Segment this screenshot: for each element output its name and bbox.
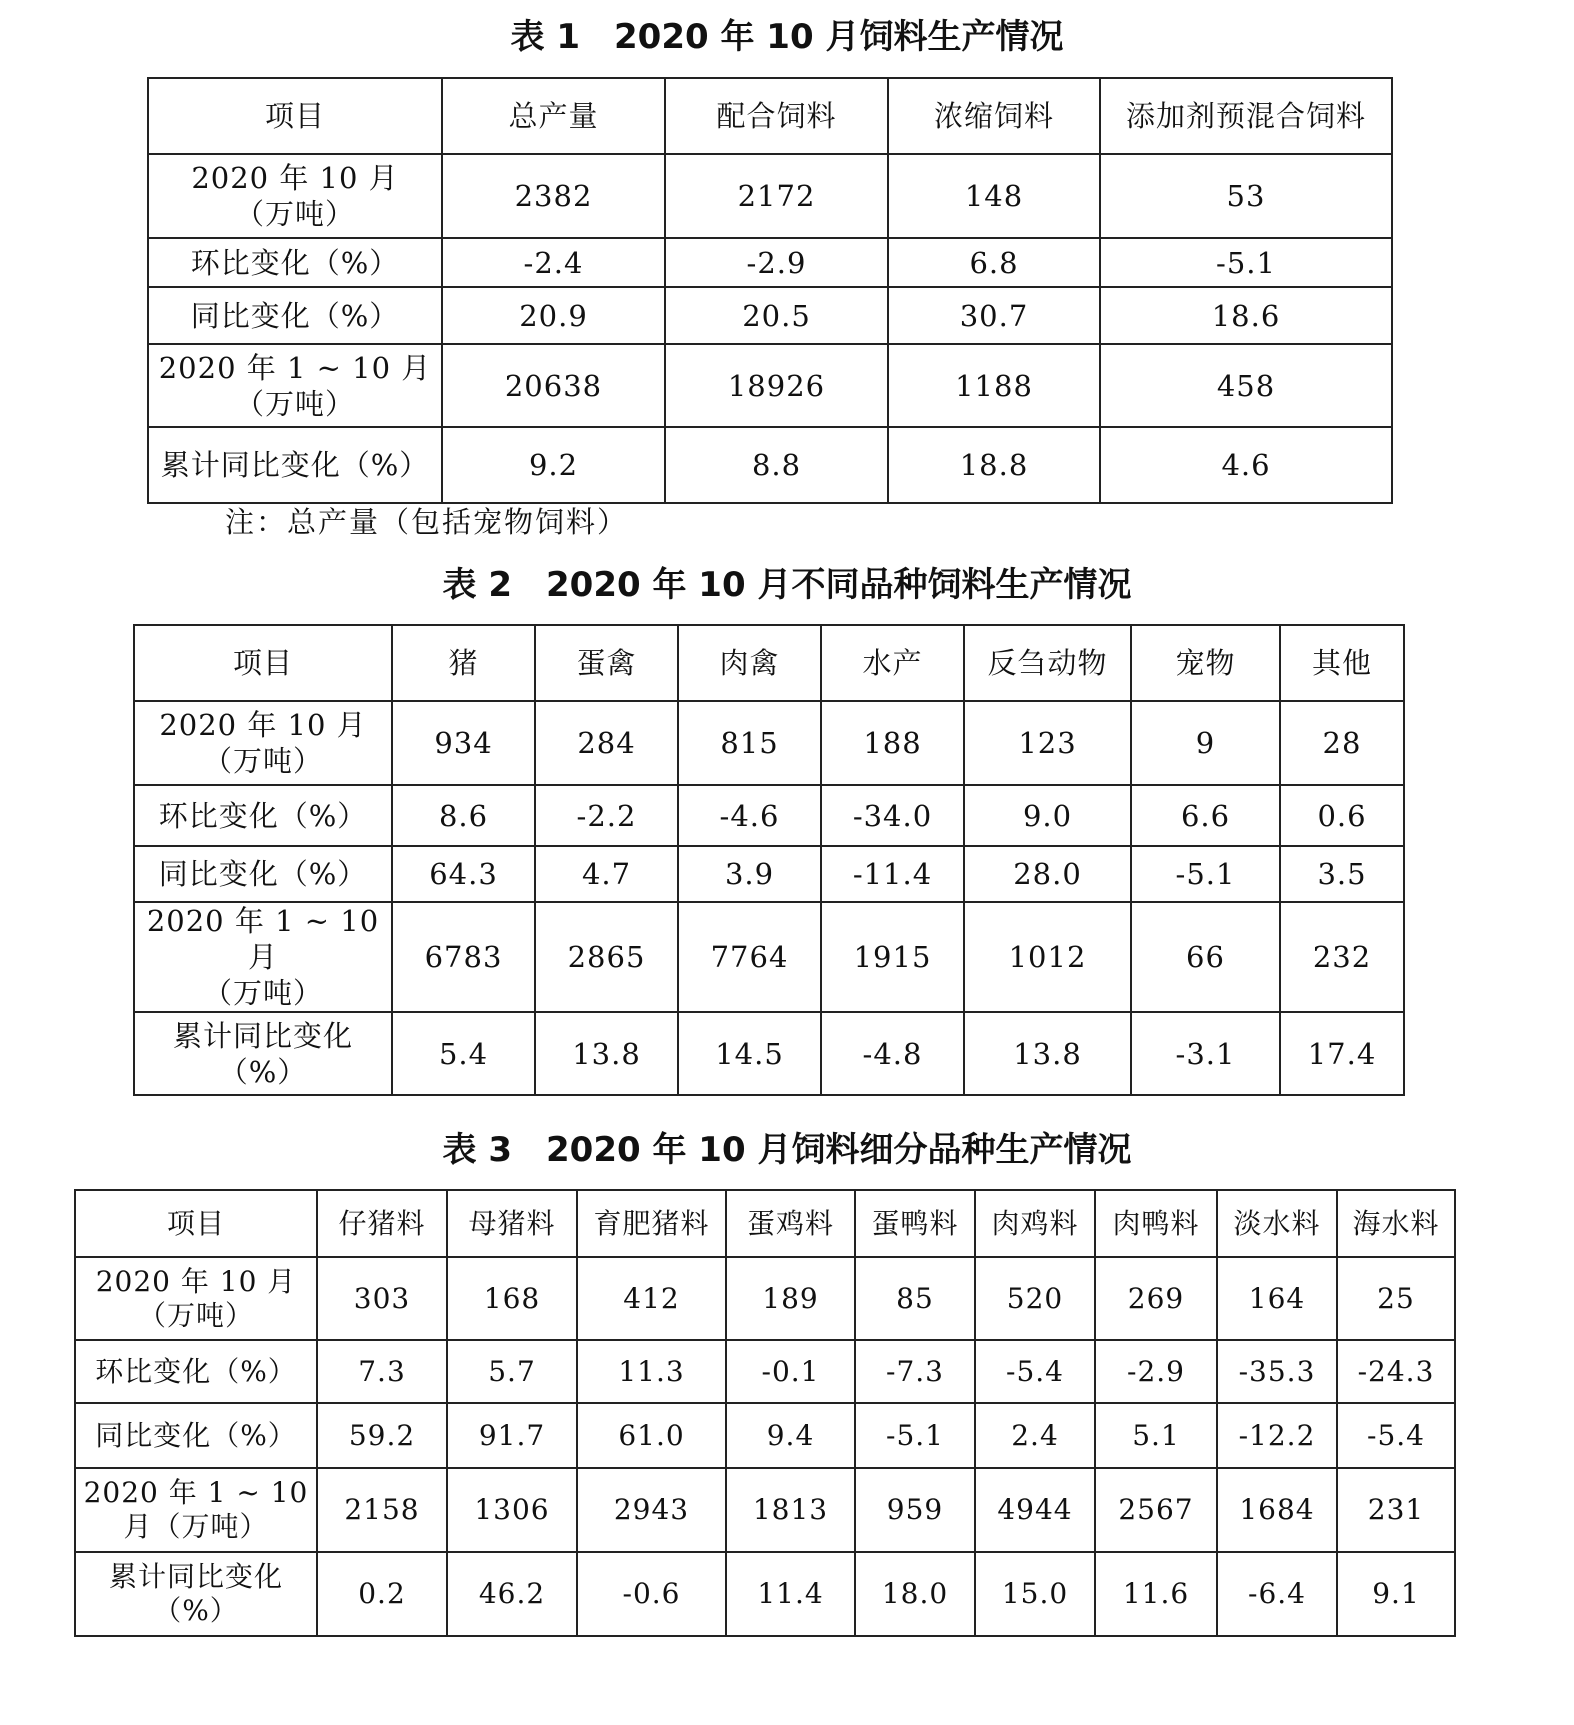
table-cell: 2172 — [665, 154, 888, 238]
table-cell: 458 — [1100, 344, 1392, 427]
table-cell: 8.8 — [665, 427, 888, 503]
table-cell: 815 — [678, 701, 821, 785]
table-row — [75, 1257, 1455, 1340]
table-cell: 123 — [964, 701, 1131, 785]
header-cell: 仔猪料 — [317, 1190, 447, 1257]
table-cell: 0.6 — [1280, 785, 1404, 846]
row-label: 2020 年 10 月 （万吨） — [75, 1257, 317, 1340]
table-cell: 61.0 — [577, 1403, 726, 1468]
header-cell: 浓缩饲料 — [888, 78, 1100, 154]
table-cell: 11.6 — [1095, 1552, 1217, 1636]
table1-note: 注：总产量（包括宠物饲料） — [225, 505, 629, 539]
row-label: 环比变化（%） — [134, 785, 392, 846]
table-cell: -5.4 — [1337, 1403, 1455, 1468]
table-row — [148, 238, 1392, 287]
table-cell: 13.8 — [535, 1012, 678, 1095]
table-cell: 20638 — [442, 344, 665, 427]
header-cell: 海水料 — [1337, 1190, 1455, 1257]
row-label: 2020 年 1 ~ 10 月 （万吨） — [148, 344, 442, 427]
table-cell: -5.1 — [1131, 846, 1280, 902]
table-cell: 53 — [1100, 154, 1392, 238]
table-row — [134, 846, 1404, 902]
table-cell: 5.4 — [392, 1012, 535, 1095]
table-cell: 66 — [1131, 902, 1280, 1012]
row-label: 同比变化（%） — [134, 846, 392, 902]
table-cell: 2865 — [535, 902, 678, 1012]
table-cell: 520 — [975, 1257, 1095, 1340]
table-cell: 5.1 — [1095, 1403, 1217, 1468]
table-cell: 2943 — [577, 1468, 726, 1552]
table1 — [147, 77, 1393, 504]
table2-title: 表 2 2020 年 10 月不同品种饲料生产情况 — [442, 565, 1132, 605]
table-cell: 3.5 — [1280, 846, 1404, 902]
table-cell: 4944 — [975, 1468, 1095, 1552]
table-cell: 0.2 — [317, 1552, 447, 1636]
header-cell: 配合饲料 — [665, 78, 888, 154]
header-cell: 总产量 — [442, 78, 665, 154]
table-cell: 64.3 — [392, 846, 535, 902]
table-header-row — [148, 78, 1392, 154]
header-cell: 淡水料 — [1217, 1190, 1337, 1257]
table-cell: -2.9 — [1095, 1340, 1217, 1403]
header-cell: 其他 — [1280, 625, 1404, 701]
table-cell: 8.6 — [392, 785, 535, 846]
table-cell: 18926 — [665, 344, 888, 427]
table-cell: -2.2 — [535, 785, 678, 846]
table-cell: 13.8 — [964, 1012, 1131, 1095]
table-cell: -34.0 — [821, 785, 964, 846]
table-row — [75, 1340, 1455, 1403]
table-cell: 7.3 — [317, 1340, 447, 1403]
row-label: 2020 年 10 月 （万吨） — [148, 154, 442, 238]
header-cell: 猪 — [392, 625, 535, 701]
table-cell: 284 — [535, 701, 678, 785]
row-label: 2020 年 10 月 （万吨） — [134, 701, 392, 785]
table-cell: 18.6 — [1100, 287, 1392, 344]
table-cell: 2382 — [442, 154, 665, 238]
table-cell: 20.9 — [442, 287, 665, 344]
table-cell: 6.6 — [1131, 785, 1280, 846]
table-cell: 189 — [726, 1257, 855, 1340]
table-cell: -0.6 — [577, 1552, 726, 1636]
row-label: 累计同比变化 （%） — [75, 1552, 317, 1636]
table-cell: -5.4 — [975, 1340, 1095, 1403]
table-cell: -5.1 — [855, 1403, 975, 1468]
table-cell: 4.6 — [1100, 427, 1392, 503]
row-label: 2020 年 1 ~ 10 月（万吨） — [75, 1468, 317, 1552]
table-cell: 231 — [1337, 1468, 1455, 1552]
table-cell: 7764 — [678, 902, 821, 1012]
header-cell: 蛋鸭料 — [855, 1190, 975, 1257]
table-row — [75, 1468, 1455, 1552]
table-cell: -2.4 — [442, 238, 665, 287]
table-cell: 59.2 — [317, 1403, 447, 1468]
header-cell: 肉禽 — [678, 625, 821, 701]
table-cell: -11.4 — [821, 846, 964, 902]
header-cell: 肉鸭料 — [1095, 1190, 1217, 1257]
table-cell: -4.8 — [821, 1012, 964, 1095]
table3-title: 表 3 2020 年 10 月饲料细分品种生产情况 — [442, 1130, 1132, 1170]
header-cell: 蛋鸡料 — [726, 1190, 855, 1257]
row-label: 环比变化（%） — [148, 238, 442, 287]
table-cell: 20.5 — [665, 287, 888, 344]
table-row — [134, 785, 1404, 846]
table-cell: 3.9 — [678, 846, 821, 902]
table3 — [74, 1189, 1456, 1637]
table-cell: 6.8 — [888, 238, 1100, 287]
table-row — [134, 902, 1404, 1012]
table-cell: 148 — [888, 154, 1100, 238]
table-cell: 91.7 — [447, 1403, 577, 1468]
table-cell: -24.3 — [1337, 1340, 1455, 1403]
table-cell: 30.7 — [888, 287, 1100, 344]
table-cell: 303 — [317, 1257, 447, 1340]
table-cell: 9.4 — [726, 1403, 855, 1468]
table-header-row — [75, 1190, 1455, 1257]
table-row — [75, 1403, 1455, 1468]
table-cell: -5.1 — [1100, 238, 1392, 287]
table-cell: -35.3 — [1217, 1340, 1337, 1403]
table-cell: 9 — [1131, 701, 1280, 785]
table-row — [134, 701, 1404, 785]
table-row — [148, 344, 1392, 427]
header-cell: 母猪料 — [447, 1190, 577, 1257]
header-cell: 肉鸡料 — [975, 1190, 1095, 1257]
table-row — [134, 1012, 1404, 1095]
row-label: 环比变化（%） — [75, 1340, 317, 1403]
table-cell: 2567 — [1095, 1468, 1217, 1552]
table-cell: -12.2 — [1217, 1403, 1337, 1468]
table-row — [148, 154, 1392, 238]
table-cell: 232 — [1280, 902, 1404, 1012]
row-label: 2020 年 1 ~ 10 月 （万吨） — [134, 902, 392, 1012]
table-cell: 2.4 — [975, 1403, 1095, 1468]
table-cell: 15.0 — [975, 1552, 1095, 1636]
table-cell: 85 — [855, 1257, 975, 1340]
row-label: 累计同比变化 （%） — [134, 1012, 392, 1095]
table-cell: 1188 — [888, 344, 1100, 427]
header-cell: 水产 — [821, 625, 964, 701]
table-cell: -6.4 — [1217, 1552, 1337, 1636]
table-cell: 1915 — [821, 902, 964, 1012]
header-cell: 育肥猪料 — [577, 1190, 726, 1257]
table-cell: 934 — [392, 701, 535, 785]
table-cell: -4.6 — [678, 785, 821, 846]
row-label: 同比变化（%） — [75, 1403, 317, 1468]
header-cell: 项目 — [148, 78, 442, 154]
table2 — [133, 624, 1405, 1096]
table-cell: 9.0 — [964, 785, 1131, 846]
table-cell: 9.2 — [442, 427, 665, 503]
header-cell: 宠物 — [1131, 625, 1280, 701]
table-cell: 168 — [447, 1257, 577, 1340]
table-cell: 11.4 — [726, 1552, 855, 1636]
row-label: 同比变化（%） — [148, 287, 442, 344]
table-cell: 11.3 — [577, 1340, 726, 1403]
table-cell: -3.1 — [1131, 1012, 1280, 1095]
row-label: 累计同比变化（%） — [148, 427, 442, 503]
table-cell: 25 — [1337, 1257, 1455, 1340]
table-row — [75, 1552, 1455, 1636]
table-cell: 1813 — [726, 1468, 855, 1552]
header-cell: 反刍动物 — [964, 625, 1131, 701]
table-cell: 1306 — [447, 1468, 577, 1552]
table-cell: 14.5 — [678, 1012, 821, 1095]
table-cell: -7.3 — [855, 1340, 975, 1403]
table-row — [148, 427, 1392, 503]
table-cell: 28 — [1280, 701, 1404, 785]
table-cell: 412 — [577, 1257, 726, 1340]
header-cell: 项目 — [134, 625, 392, 701]
header-cell: 项目 — [75, 1190, 317, 1257]
table-cell: 1684 — [1217, 1468, 1337, 1552]
table-cell: 9.1 — [1337, 1552, 1455, 1636]
table-cell: 2158 — [317, 1468, 447, 1552]
table-row — [148, 287, 1392, 344]
table-cell: 164 — [1217, 1257, 1337, 1340]
table-cell: 959 — [855, 1468, 975, 1552]
table-cell: 1012 — [964, 902, 1131, 1012]
table-cell: 28.0 — [964, 846, 1131, 902]
table-cell: 17.4 — [1280, 1012, 1404, 1095]
header-cell: 添加剂预混合饲料 — [1100, 78, 1392, 154]
table1-title: 表 1 2020 年 10 月饲料生产情况 — [510, 17, 1064, 57]
table-header-row — [134, 625, 1404, 701]
table-cell: 188 — [821, 701, 964, 785]
table-cell: 46.2 — [447, 1552, 577, 1636]
table-cell: 269 — [1095, 1257, 1217, 1340]
table-cell: -2.9 — [665, 238, 888, 287]
table-cell: 6783 — [392, 902, 535, 1012]
table-cell: 18.0 — [855, 1552, 975, 1636]
table-cell: 18.8 — [888, 427, 1100, 503]
table-cell: 5.7 — [447, 1340, 577, 1403]
table-cell: -0.1 — [726, 1340, 855, 1403]
table-cell: 4.7 — [535, 846, 678, 902]
header-cell: 蛋禽 — [535, 625, 678, 701]
